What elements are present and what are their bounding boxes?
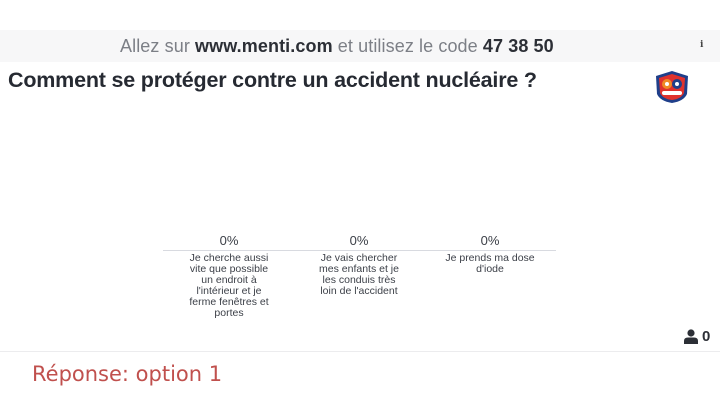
option-1-label: Je cherche aussi vite que possible un endroit à l'intérieur et je ferme fenêtres et portes [189,252,269,319]
option-2-percent: 0% [349,233,369,248]
footer-divider [0,351,720,352]
participant-count-value: 0 [702,327,711,345]
answer-text: Réponse: option 1 [32,362,223,386]
option-2-label: Je vais chercher mes enfants et je les conduis très loin de l'accident [319,252,399,297]
option-2 [294,233,424,297]
join-instructions [120,36,554,57]
info-icon[interactable]: i [700,40,704,50]
join-code: 47 38 50 [482,36,554,56]
option-3-label: Je prends ma dose d'iode [445,252,535,275]
user-icon [684,329,698,344]
option-1 [164,233,294,319]
option-3 [425,233,555,275]
join-url[interactable]: www.menti.com [195,36,333,56]
participant-count [684,327,710,345]
join-prefix: Allez sur [120,36,190,56]
option-1-percent: 0% [219,233,239,248]
option-3-percent: 0% [480,233,500,248]
question-title: Comment se protéger contre un accident nucléaire ? [8,68,537,92]
join-middle: et utilisez le code [337,36,478,56]
logo-icon [654,70,690,104]
